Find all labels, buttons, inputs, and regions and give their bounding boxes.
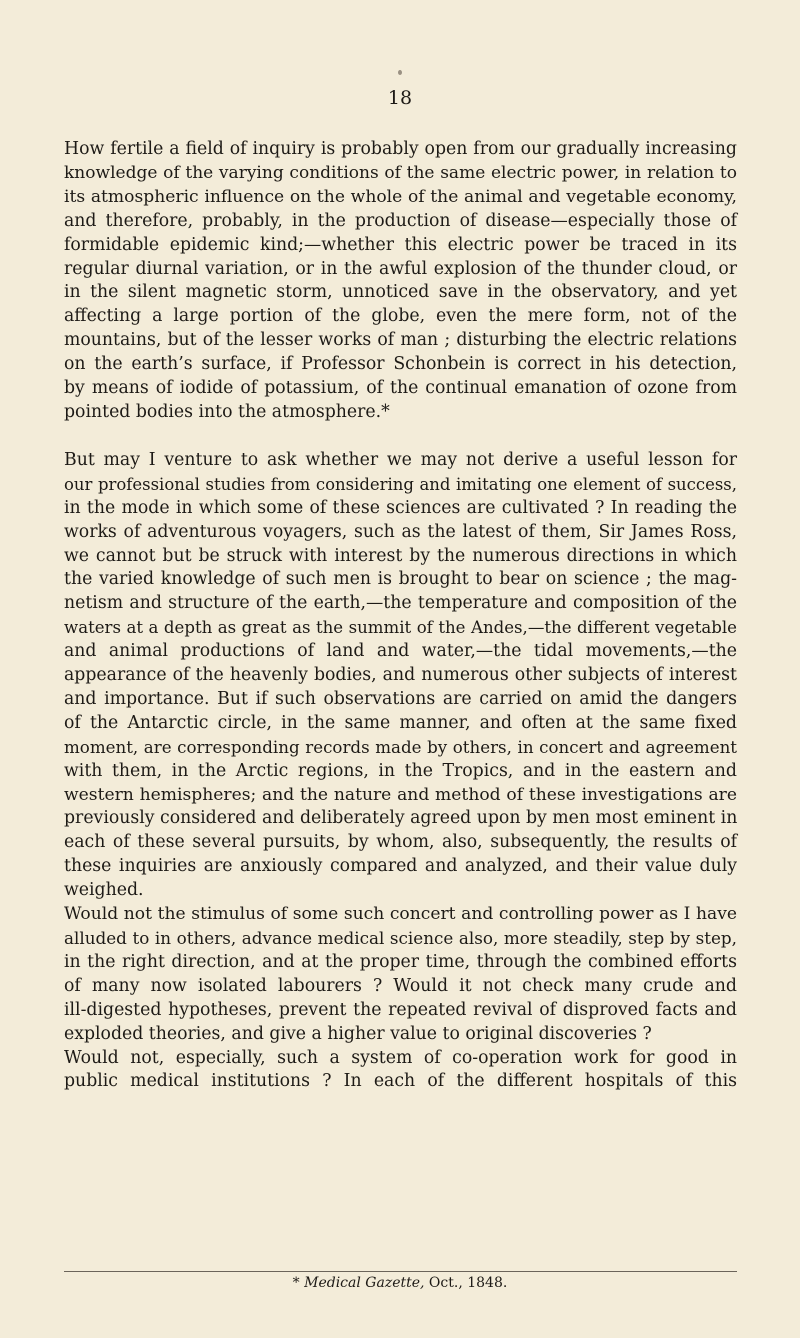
text-line: mountains, but of the lesser works of man ; disturbing the electric relations <box>64 330 737 351</box>
footnote-divider <box>64 1271 737 1272</box>
text-line: appearance of the heavenly bodies, and numerous other subjects of interest <box>64 665 737 686</box>
text-line: moment, are corresponding records made by others, in concert and agreement <box>64 737 737 757</box>
printer-mark <box>398 70 402 75</box>
text-line: these inquiries are anxiously compared and analyzed, and their value duly <box>64 856 737 877</box>
text-line: its atmospheric influence on the whole of the animal and vegetable economy, <box>64 186 737 207</box>
paragraph-3 <box>64 903 737 1046</box>
text-line: western hemispheres; and the nature and method of these investigations are <box>64 784 737 805</box>
text-line: Would not the stimulus of some such concert and controlling power as I have <box>64 904 737 925</box>
text-line: knowledge of the varying conditions of the same electric power, in relation to <box>64 162 737 183</box>
text-line: works of adventurous voyagers, such as the latest of them, Sir James Ross, <box>64 521 737 542</box>
text-line: affecting a large portion of the globe, even the mere form, not of the <box>64 306 737 327</box>
body-text <box>64 138 737 1094</box>
paragraph-gap <box>64 425 737 449</box>
text-line: ill-digested hypotheses, prevent the repeated revival of disproved facts and <box>64 999 737 1020</box>
text-line: netism and structure of the earth,—the temperature and composition of the <box>64 593 737 614</box>
text-line: Would not, especially, such a system of co-operation work for good in <box>64 1047 737 1068</box>
text-line: weighed. <box>64 880 144 901</box>
text-line: by means of iodide of potassium, of the continual emanation of ozone from <box>64 378 737 399</box>
text-line: But may I venture to ask whether we may not derive a useful lesson for <box>64 449 737 470</box>
footnote-marker: * <box>292 1275 305 1291</box>
text-line: in the right direction, and at the proper time, through the combined efforts <box>64 951 737 972</box>
text-line: our professional studies from considering and imitating one element of success, <box>64 474 737 494</box>
text-line: of many now isolated labourers ? Would it not check many crude and <box>64 975 737 996</box>
text-line: and importance. But if such observations are carried on amid the dangers <box>64 688 737 709</box>
text-line: previously considered and deliberately agreed upon by men most eminent in <box>64 808 738 829</box>
text-line: we cannot but be struck with interest by the numerous directions in which <box>64 545 737 566</box>
text-line: in the mode in which some of these sciences are cultivated ? In reading the <box>64 497 737 518</box>
paragraph-4 <box>64 1047 737 1095</box>
paragraph-2 <box>64 449 737 903</box>
text-line: alluded to in others, advance medical science also, more steadily, step by step, <box>64 928 737 948</box>
text-line: on the earth’s surface, if Professor Schonbein is correct in his detection, <box>64 354 737 375</box>
page-number: 18 <box>387 87 413 109</box>
text-line: formidable epidemic kind;—whether this electric power be traced in its <box>64 234 737 255</box>
text-line: and therefore, probably, in the production of disease—especially those of <box>64 210 737 231</box>
text-line: each of these several pursuits, by whom, also, subsequently, the results of <box>64 832 737 853</box>
text-line: and animal productions of land and water,—the tidal movements,—the <box>64 641 737 662</box>
text-line: regular diurnal variation, or in the awful explosion of the thunder cloud, or <box>64 258 737 279</box>
paragraph-1 <box>64 138 737 425</box>
footnote <box>0 1274 800 1292</box>
text-line: public medical institutions ? In each of the different hospitals of this <box>64 1071 737 1092</box>
text-line: the varied knowledge of such men is brought to bear on science ; the mag- <box>64 569 737 590</box>
text-line: with them, in the Arctic regions, in the Tropics, and in the eastern and <box>64 760 737 781</box>
footnote-date: Oct., 1848. <box>424 1275 508 1291</box>
text-line: of the Antarctic circle, in the same manner, and often at the same fixed <box>64 712 737 733</box>
text-line: exploded theories, and give a higher value to original discoveries ? <box>64 1023 652 1044</box>
text-line: pointed bodies into the atmosphere.* <box>64 401 390 422</box>
footnote-source-title: Medical Gazette, <box>304 1275 425 1291</box>
text-line: in the silent magnetic storm, unnoticed save in the observatory, and yet <box>64 282 737 303</box>
text-line: How fertile a field of inquiry is probably open from our gradually increasing <box>64 139 737 159</box>
text-line: waters at a depth as great as the summit of the Andes,—the different vegetable <box>64 618 737 638</box>
